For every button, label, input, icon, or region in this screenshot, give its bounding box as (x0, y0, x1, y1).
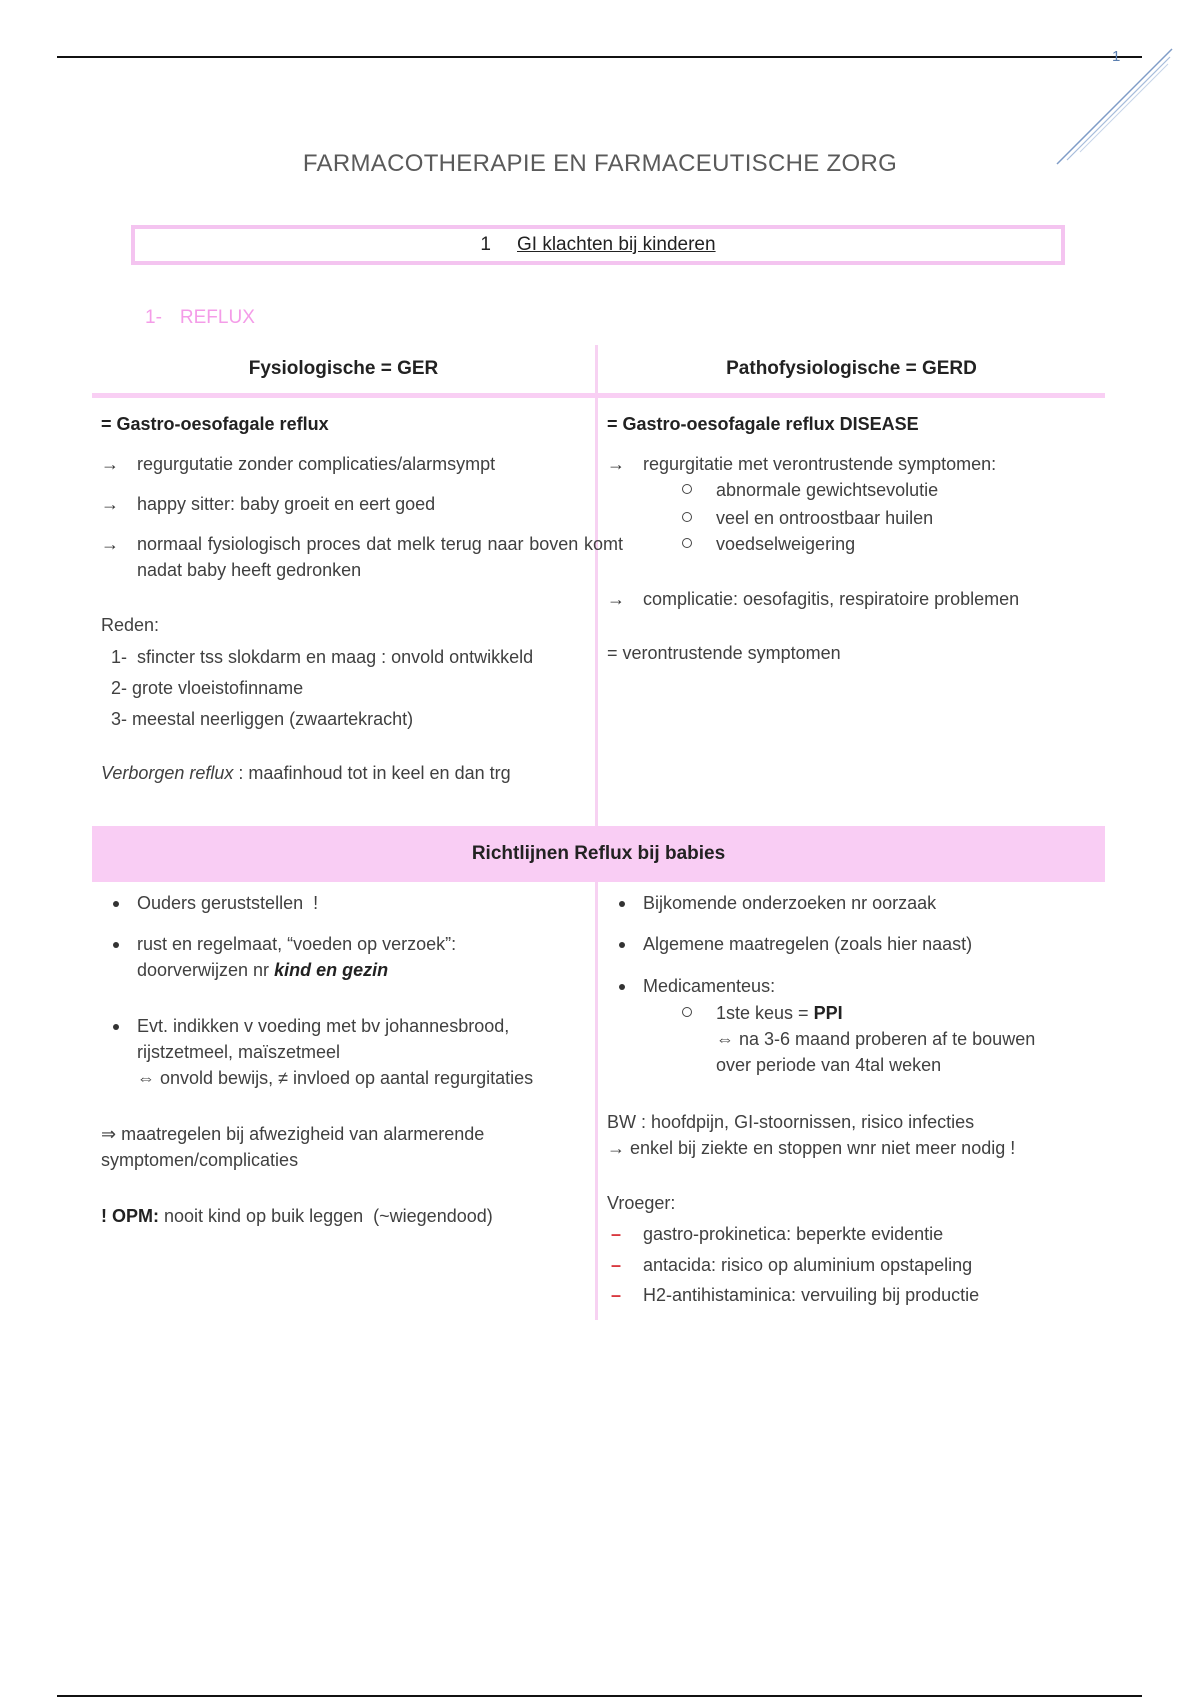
bullet-icon (113, 1024, 119, 1030)
circle-bullet-icon (682, 538, 692, 548)
symptom-text: veel en ontroostbaar huilen (716, 508, 934, 528)
section-number: 1- (145, 307, 162, 328)
guideline-bullet (607, 890, 1123, 916)
guideline-bullet (101, 1013, 627, 1091)
past-item (607, 1282, 979, 1308)
guideline-text: Ouders geruststellen ! (137, 893, 319, 913)
arrow-right-icon: → (101, 534, 119, 554)
bullet-icon (619, 984, 625, 990)
guideline-text: Bijkomende onderzoeken nr oorzaak (643, 893, 937, 913)
column-divider-top (595, 345, 598, 826)
left-column-header: Fysiologische = GER (248, 358, 439, 379)
guidelines-header: Richtlijnen Reflux bij babies (92, 826, 1105, 882)
symptom-item (682, 505, 933, 531)
hidden-reflux-line (101, 760, 511, 786)
circle-bullet-icon (682, 512, 692, 522)
guideline-conclusion: ⇒ maatregelen bij afwezigheid van alarmerende symptomen/complicaties (101, 1124, 485, 1170)
guideline-text: Algemene maatregelen (zoals hier naast) (643, 934, 973, 954)
circle-bullet-icon (682, 1007, 692, 1017)
guideline-text: Medicamenteus: (643, 976, 776, 996)
guideline-text: rijstzetmeel, maïszetmeel (137, 1042, 341, 1062)
dash-bullet-icon: – (611, 1285, 622, 1305)
guideline-bullet (607, 973, 1123, 999)
symptom-item (682, 477, 938, 503)
gerd-arrow-text: complicatie: oesofagitis, respiratoire problemen (643, 589, 1020, 609)
dash-bullet-icon: – (611, 1224, 622, 1244)
guideline-bullet (101, 890, 617, 916)
header-underline (92, 393, 1105, 398)
guideline-text: ⇔ onvold bewijs, ≠ invloed op aantal regurgitaties (137, 1068, 534, 1088)
chapter-title: GI klachten bij kinderen (517, 234, 716, 255)
medication-choice: PPI (813, 1003, 843, 1023)
ger-definition: = Gastro-oesofagale reflux (101, 414, 329, 434)
footer-rule (57, 1695, 1142, 1697)
ger-arrow-text: regurgutatie zonder complicaties/alarmsympt (137, 454, 496, 474)
symptom-text: abnormale gewichtsevolutie (716, 480, 939, 500)
past-item (607, 1252, 972, 1278)
circle-bullet-icon (682, 484, 692, 494)
past-text: antacida: risico op aluminium opstapeling (643, 1255, 973, 1275)
ger-arrow-item (101, 451, 617, 477)
dash-bullet-icon: – (611, 1255, 622, 1275)
arrow-right-icon: → (607, 589, 625, 609)
opm-text: nooit kind op buik leggen (~wiegendood) (159, 1206, 493, 1226)
hidden-reflux-text: : maafinhoud tot in keel en dan trg (233, 763, 511, 783)
gerd-definition: = Gastro-oesofagale reflux DISEASE (607, 414, 919, 434)
guideline-text: Evt. indikken v voeding met bv johannesbrood, (137, 1016, 510, 1036)
bullet-icon (113, 901, 119, 907)
medication-text: ⇔ na 3-6 maand proberen af te bouwen (716, 1029, 1036, 1049)
ger-arrow-item (101, 531, 623, 583)
arrow-right-icon: → (101, 494, 119, 514)
past-label: Vroeger: (607, 1193, 676, 1213)
gerd-note: = verontrustende symptomen (607, 643, 841, 663)
bullet-icon (619, 942, 625, 948)
document-title: FARMACOTHERAPIE EN FARMACEUTISCHE ZORG (302, 150, 898, 177)
reason-item: 3- meestal neerliggen (zwaartekracht) (111, 709, 414, 729)
ger-arrow-item (101, 491, 617, 517)
gerd-arrow-item (607, 586, 1133, 612)
opm-label: ! OPM: (101, 1206, 159, 1226)
opm-note (101, 1203, 493, 1229)
chapter-number: 1 (480, 234, 491, 255)
section-title: REFLUX (179, 307, 255, 328)
reasons-label: Reden: (101, 615, 160, 635)
guideline-bullet (607, 931, 1123, 957)
medication-text: over periode van 4tal weken (716, 1055, 942, 1075)
header-rule (57, 56, 1142, 58)
ger-arrow-text: happy sitter: baby groeit en eert goed (137, 494, 436, 514)
guideline-text: rust en regelmaat, “voeden op verzoek”: doorverwijzen nr (137, 934, 457, 980)
side-effects-line: BW : hoofdpijn, GI-stoornissen, risico infecties (607, 1112, 975, 1132)
medication-text: 1ste keus = (716, 1003, 814, 1023)
page-number: 1 (1112, 48, 1121, 65)
ger-arrow-text: normaal fysiologisch proces dat melk terug naar boven komt nadat baby heeft gedronken (137, 534, 623, 580)
past-item (607, 1221, 943, 1247)
bullet-icon (113, 942, 119, 948)
gerd-arrow-item (607, 451, 1123, 477)
right-column-header: Pathofysiologische = GERD (726, 358, 977, 379)
symptom-item (682, 531, 855, 557)
hidden-reflux-term: Verborgen reflux (101, 763, 234, 783)
section-heading (145, 307, 255, 329)
symptom-text: voedselweigering (716, 534, 856, 554)
arrow-right-icon: → (607, 454, 625, 474)
chapter-heading (131, 225, 1065, 265)
bullet-icon (619, 901, 625, 907)
medication-sub-item (682, 1000, 1035, 1078)
past-text: gastro-prokinetica: beperkte evidentie (643, 1224, 944, 1244)
past-text: H2-antihistaminica: vervuiling bij productie (643, 1285, 980, 1305)
reason-item: 2- grote vloeistofinname (111, 678, 304, 698)
guideline-emphasis: kind en gezin (274, 960, 389, 980)
arrow-right-icon: → (101, 454, 119, 474)
column-divider-bottom (595, 882, 598, 1320)
guideline-bullet (101, 931, 537, 983)
gerd-arrow-text: regurgitatie met verontrustende symptomen: (643, 454, 997, 474)
side-effects-advice: → enkel bij ziekte en stoppen wnr niet meer nodig ! (607, 1138, 1016, 1158)
reason-item: 1- sfincter tss slokdarm en maag : onvold ontwikkeld (111, 647, 534, 667)
